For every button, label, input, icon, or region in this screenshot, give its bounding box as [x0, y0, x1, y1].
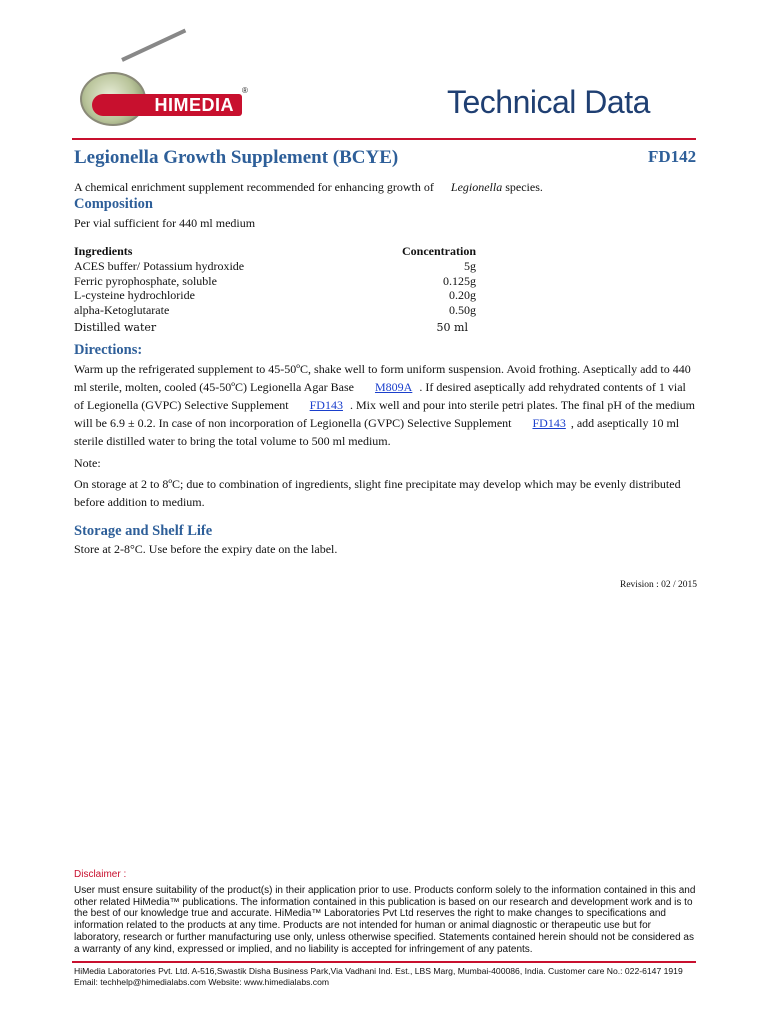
ingredients-header: Ingredients	[74, 244, 133, 258]
footer-divider	[72, 961, 696, 963]
logo-pipette	[121, 29, 186, 62]
note-label: Note:	[74, 456, 101, 470]
composition-subtitle: Per vial sufficient for 440 ml medium	[74, 216, 256, 230]
ingredient-name: L-cysteine hydrochloride	[74, 288, 195, 302]
ingredient-name: Distilled water	[74, 321, 157, 334]
disclaimer-text: User must ensure suitability of the product(s) in their application prior to use. Products conform solely to the information contained in this and other related HiMedia™ publications. The information contained in this publication is based on our research and development work and is to the best of our knowledge true and accurate. HiMedia™ Laboratories Pvt Ltd reserves the right to make changes to specifications and information related to the products at any time. Products are not intended for human or animal diagnostic or therapeutic use but for laboratory, research or further manufacturing use only, unless otherwise specified. Statements contained herein should not be considered as a warranty of any kind, expressed or implied, and no liability is accepted for infringement of any patents.	[74, 885, 696, 955]
ingredient-conc: 0.125g	[443, 274, 476, 288]
company-logo: HIMEDIA	[92, 94, 242, 116]
table-row	[74, 303, 476, 318]
table-row	[74, 259, 476, 274]
disclaimer-heading: Disclaimer :	[74, 869, 127, 880]
ingredient-conc: 50 ml	[436, 321, 468, 334]
directions-text: . If desired aseptically add rehydrated contents of 1 vial of Legionella (GVPC) Selective Supplement	[74, 380, 686, 412]
directions-paragraph	[74, 360, 698, 450]
product-link-fd143-2[interactable]: FD143	[532, 416, 566, 430]
ingredient-conc: 5g	[464, 259, 476, 273]
note-text: On storage at 2 to 8ºC; due to combination of ingredients, slight fine precipitate may develop which may be evenly distributed before addition to medium.	[74, 477, 681, 509]
ingredient-name: alpha-Ketoglutarate	[74, 303, 170, 317]
product-intro	[74, 180, 543, 195]
revision-label: Revision : 02 / 2015	[620, 580, 698, 590]
storage-text: Store at 2-8°C. Use before the expiry date on the label.	[74, 542, 338, 556]
product-code: FD142	[648, 147, 697, 166]
ingredient-conc: 0.20g	[449, 288, 476, 302]
product-link-fd143[interactable]: FD143	[309, 398, 343, 412]
intro-tail: species.	[505, 180, 543, 194]
table-row	[74, 274, 476, 289]
intro-organism: Legionella	[450, 180, 503, 194]
intro-text: A chemical enrichment supplement recommended for enhancing growth of	[74, 180, 434, 194]
document-type-title: Technical Data	[447, 84, 650, 120]
storage-heading: Storage and Shelf Life	[74, 523, 213, 539]
registered-mark: ®	[242, 86, 248, 95]
directions-text: . Mix well and pour into sterile petri plates. The final pH of the medium will be 6.9 ± 0.2. In case of non incorporation of Legionella (GVPC) Selective Supplement	[74, 398, 696, 430]
ingredient-name: ACES buffer/ Potassium hydroxide	[74, 259, 245, 273]
ingredient-name: Ferric pyrophosphate, soluble	[74, 274, 217, 288]
composition-heading: Composition	[74, 196, 153, 212]
concentration-header: Concentration	[402, 244, 476, 258]
product-title: Legionella Growth Supplement (BCYE)	[74, 147, 399, 168]
ingredient-conc: 0.50g	[449, 303, 476, 317]
directions-text: , add aseptically 10 ml sterile distilled water to bring the total volume to 500 ml medium.	[74, 416, 680, 448]
directions-heading: Directions:	[74, 342, 143, 358]
header-divider	[72, 138, 696, 140]
composition-table-header	[74, 244, 476, 259]
footer-contact: HiMedia Laboratories Pvt. Ltd. A-516,Swastik Disha Business Park,Via Vadhani Ind. Est., LBS Marg, Mumbai-400086, India. Customer care No.: 022-6147 1919 Email: techhelp@himedialabs.com Website: www.himedialabs.com	[74, 966, 683, 987]
table-row	[74, 288, 476, 303]
directions-text: Warm up the refrigerated supplement to 45-50ºC, shake well to form uniform suspension. Avoid frothing. Aseptically add to 440 ml sterile, molten, cooled (45-50ºC) Legionella Agar Base	[74, 362, 691, 394]
product-link-m809a[interactable]: M809A	[374, 380, 413, 394]
table-row	[74, 321, 468, 334]
